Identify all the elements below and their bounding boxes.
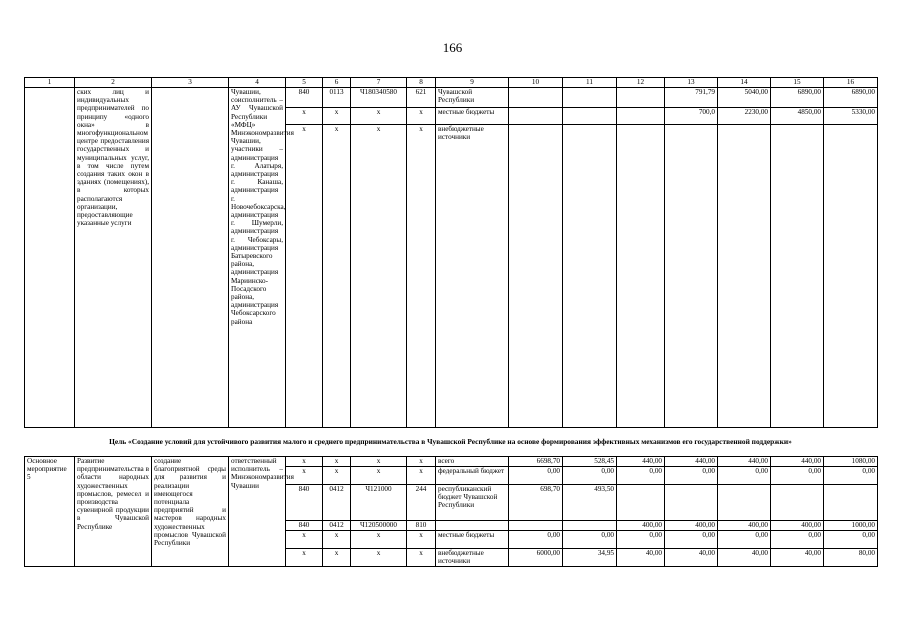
value-cell: 1080,00 [824,457,878,467]
value-cell: 493,50 [563,485,617,521]
value-cell: 440,00 [617,457,665,467]
header-cell: 12 [617,78,665,88]
table-row [25,88,878,108]
source-cell: местные бюджеты [436,531,509,549]
value-cell: 0,00 [824,467,878,485]
value-cell: 0,00 [617,467,665,485]
value-cell: 700,0 [665,108,718,125]
rz-cell: x [323,125,351,428]
vr-cell: 810 [407,521,436,531]
source-cell: внебюджетные источники [436,125,509,428]
value-cell: 0,00 [771,467,824,485]
vr-cell: x [407,531,436,549]
source-cell [436,521,509,531]
vr-cell: x [407,108,436,125]
rz-cell: 0412 [323,521,351,531]
header-cell: 1 [25,78,75,88]
value-cell: 2230,00 [718,108,771,125]
value-cell [617,485,665,521]
value-cell: 40,00 [617,549,665,567]
gr-cell: 840 [286,88,323,108]
value-cell: 791,79 [665,88,718,108]
gr-cell: x [286,457,323,467]
vr-cell: 244 [407,485,436,521]
header-cell: 11 [563,78,617,88]
program-table-bottom [24,456,878,567]
source-cell: Чувашской Республики [436,88,509,108]
value-cell: 40,00 [718,549,771,567]
value-cell: 6890,00 [824,88,878,108]
value-cell [665,125,718,428]
source-cell: всего [436,457,509,467]
value-cell [617,108,665,125]
header-cell: 14 [718,78,771,88]
table-row [25,457,878,467]
measure-description: Развитие предпринимательства в области народных художественных промыслов, ремесел и производства сувенирной продукции в Чувашской Республике [75,457,152,567]
gr-cell: x [286,467,323,485]
value-cell [617,88,665,108]
gr-cell: x [286,125,323,428]
value-cell [718,485,771,521]
value-cell [563,88,617,108]
rz-cell: x [323,531,351,549]
header-cell: 3 [152,78,229,88]
expected-result: создание благоприятной среды для развития и реализации имеющегося потенциала предприятий и мастеров народных художественных промыслов Чувашской Республики [152,457,229,567]
vr-cell: x [407,125,436,428]
gr-cell: x [286,531,323,549]
value-cell: 40,00 [771,549,824,567]
gr-cell: x [286,108,323,125]
value-cell: 0,00 [771,531,824,549]
value-cell [509,108,563,125]
executors-cell: ответственный исполнитель – Минэкономразвития Чувашии [229,457,286,567]
value-cell [718,125,771,428]
col3-cell [152,88,229,428]
value-cell [563,521,617,531]
value-cell: 40,00 [665,549,718,567]
vr-cell: 621 [407,88,436,108]
value-cell: 4850,00 [771,108,824,125]
csr-cell: Ч180340580 [351,88,407,108]
value-cell: 0,00 [617,531,665,549]
header-cell: 15 [771,78,824,88]
header-cell: 6 [323,78,351,88]
csr-cell: Ч121000 [351,485,407,521]
value-cell: 0,00 [563,531,617,549]
header-cell: 9 [436,78,509,88]
value-cell: 0,00 [824,531,878,549]
value-cell: 0,00 [665,531,718,549]
value-cell: 0,00 [665,467,718,485]
value-cell: 1000,00 [824,521,878,531]
value-cell: 80,00 [824,549,878,567]
rz-cell: x [323,108,351,125]
value-cell: 5330,00 [824,108,878,125]
rz-cell: 0412 [323,485,351,521]
value-cell [563,125,617,428]
csr-cell: x [351,457,407,467]
value-cell: 0,00 [718,531,771,549]
value-cell [509,521,563,531]
value-cell: 698,70 [509,485,563,521]
header-cell: 4 [229,78,286,88]
value-cell: 6698,70 [509,457,563,467]
csr-cell: x [351,125,407,428]
gr-cell: 840 [286,521,323,531]
value-cell: 400,00 [665,521,718,531]
header-row [25,78,878,88]
value-cell [824,485,878,521]
vr-cell: x [407,457,436,467]
value-cell: 34,95 [563,549,617,567]
vr-cell: x [407,467,436,485]
csr-cell: Ч120500000 [351,521,407,531]
value-cell [617,125,665,428]
measure-number: Основное мероприятие 5 [25,457,75,567]
value-cell: 6890,00 [771,88,824,108]
header-cell: 16 [824,78,878,88]
value-cell [665,485,718,521]
rz-cell: x [323,467,351,485]
value-cell [771,485,824,521]
value-cell: 440,00 [665,457,718,467]
value-cell: 0,00 [563,467,617,485]
header-cell: 10 [509,78,563,88]
value-cell: 440,00 [718,457,771,467]
csr-cell: x [351,531,407,549]
value-cell: 0,00 [509,467,563,485]
measure-description: ских лиц и индивидуальных предпринимателей по принципу «одного окна» в многофункциональном центре предоставления государственных и муниципальных услуг, в том числе путем создания таких окон в зданиях (помещениях), в которых располагаются организации, предоставляющие указанные услуги [75,88,152,428]
value-cell [509,125,563,428]
header-cell: 2 [75,78,152,88]
header-cell: 13 [665,78,718,88]
value-cell: 0,00 [718,467,771,485]
value-cell: 528,45 [563,457,617,467]
csr-cell: x [351,108,407,125]
program-table-top [24,77,878,428]
source-cell: республиканский бюджет Чувашской Республики [436,485,509,521]
rz-cell: x [323,549,351,567]
goal-heading: Цель «Создание условий для устойчивого развития малого и среднего предпринимательства в Чувашской Республике на основе формирования эффективных механизмов его государственной поддержки» [109,437,792,446]
source-cell: федеральный бюджет [436,467,509,485]
value-cell: 5040,00 [718,88,771,108]
page-number: 166 [442,40,463,55]
source-cell: внебюджетные источники [436,549,509,567]
csr-cell: x [351,467,407,485]
value-cell: 0,00 [509,531,563,549]
vr-cell: x [407,549,436,567]
value-cell: 400,00 [771,521,824,531]
value-cell [509,88,563,108]
rz-cell: x [323,457,351,467]
value-cell [771,125,824,428]
value-cell: 400,00 [617,521,665,531]
value-cell [563,108,617,125]
col1-cell [25,88,75,428]
header-cell: 5 [286,78,323,88]
csr-cell: x [351,549,407,567]
source-cell: местные бюджеты [436,108,509,125]
header-cell: 7 [351,78,407,88]
header-cell: 8 [407,78,436,88]
gr-cell: x [286,549,323,567]
value-cell: 400,00 [718,521,771,531]
value-cell: 6000,00 [509,549,563,567]
value-cell: 440,00 [771,457,824,467]
gr-cell: 840 [286,485,323,521]
value-cell [824,125,878,428]
rz-cell: 0113 [323,88,351,108]
executors-cell: Чувашии, соисполнитель – АУ Чувашской Республики «МФЦ» Минэкономразвития Чувашии, участники – администрация г. Алатыря, администрация г. Канаша, администрация г. Новочебоксарска, администрация г. Шумерли, администрация г. Чебоксары, администрация Батыревского района, администрация Мариинско-Посадского района, администрация Чебоксарского района [229,88,286,428]
